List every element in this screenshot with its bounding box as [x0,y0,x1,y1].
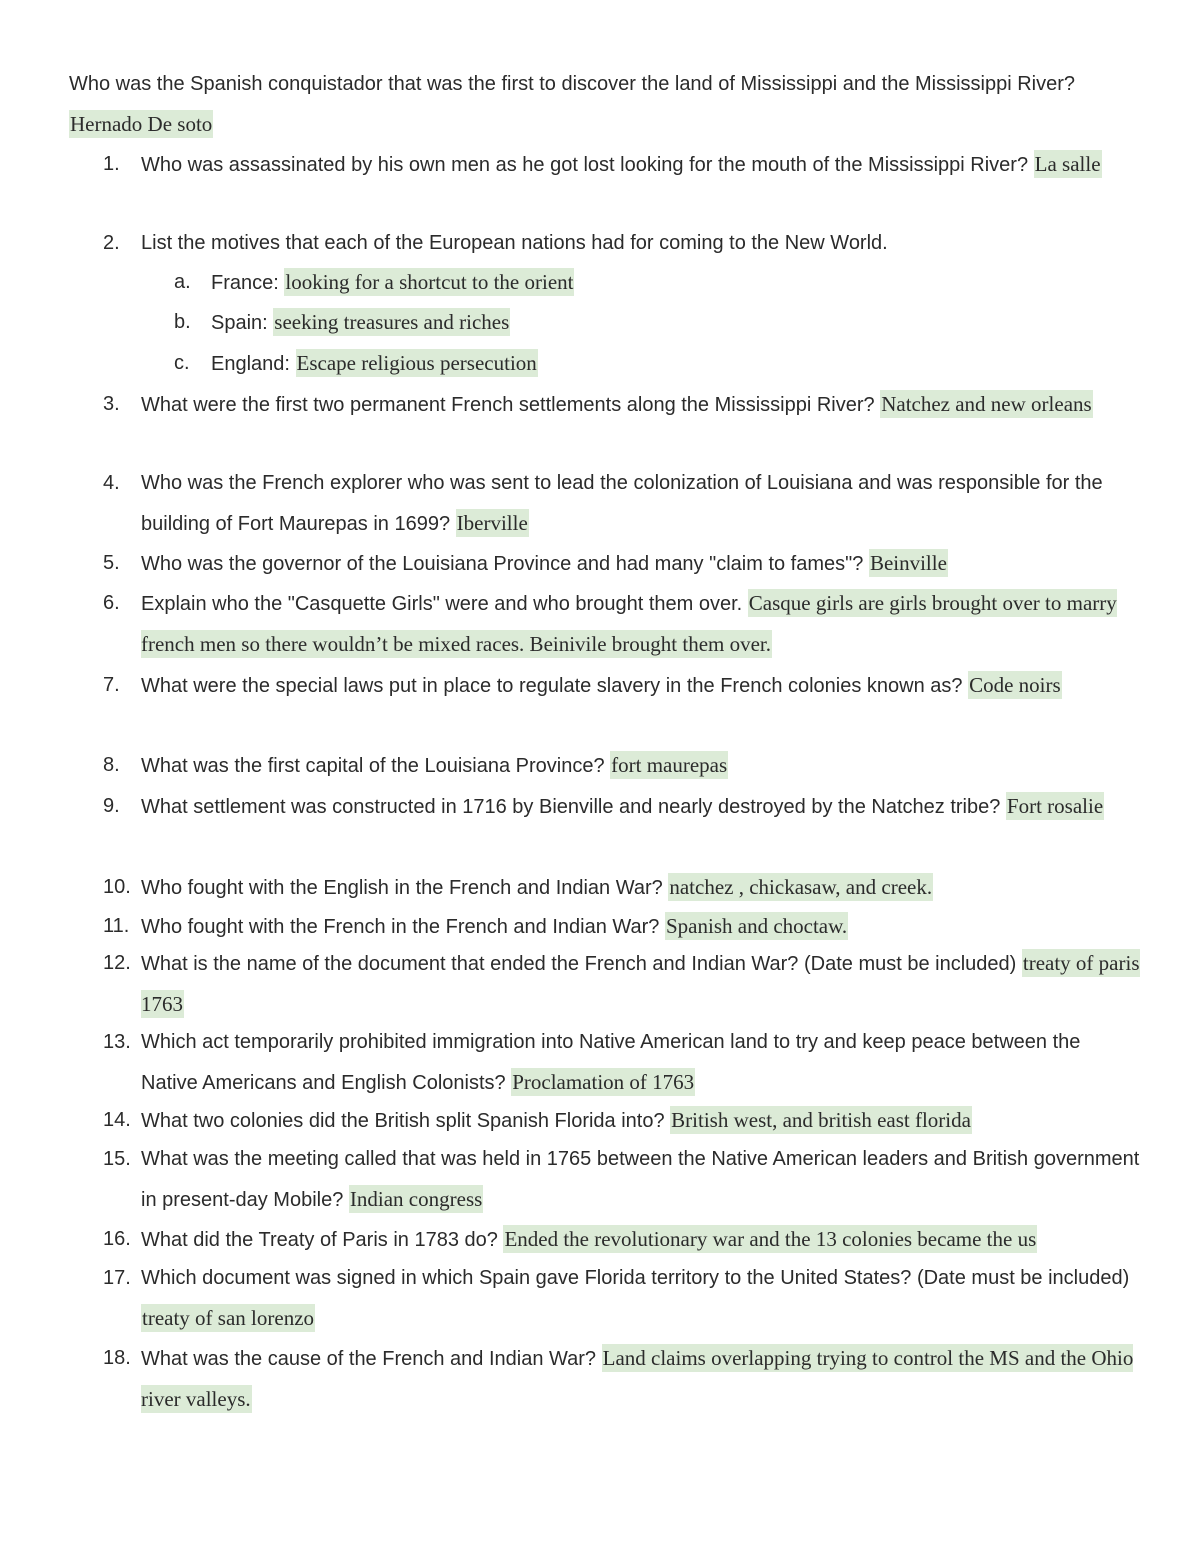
answer-text: Casque girls are girls brought over to marry french men so there wouldn’t be mixed races. Beinivile brought them over. [141,591,1117,656]
answer-text: Land claims overlapping trying to control the MS and the Ohio river valleys. [141,1346,1134,1411]
question-text: Who fought with the French in the French and Indian War? [141,916,660,938]
question-text: What did the Treaty of Paris in 1783 do? [141,1229,498,1251]
answer-text: Fort rosalie [1006,794,1104,818]
item-number: 6. [103,592,120,614]
item-number: 4. [103,472,120,494]
nation-label: England: [211,353,290,375]
list-item [141,463,1141,544]
item-number: 18. [103,1347,131,1369]
list-item [141,1100,1141,1141]
item-number: 11. [103,915,130,937]
list-item [141,1258,1141,1339]
answer-text: British west, and british east florida [671,1108,971,1132]
answer-text: fort maurepas [611,753,728,777]
list-item [141,943,1141,1025]
question-text: What is the name of the document that ended the French and Indian War? (Date must be included) [141,953,1017,975]
question-text: List the motives that each of the European nations had for coming to the New World. [141,232,888,254]
intro-answer: Hernado De soto [70,112,213,136]
sub-item-letter: a. [174,271,191,293]
answer-text: looking for a shortcut to the orient [285,270,574,294]
question-text: Who was assassinated by his own men as he got lost looking for the mouth of the Mississippi River? [141,154,1029,176]
list-item [141,144,1141,185]
answer-text: Beinville [869,551,947,575]
list-item [141,906,1141,947]
item-number: 2. [103,232,120,254]
answer-text: Iberville [456,511,528,535]
list-item [141,1338,1141,1420]
item-number: 5. [103,552,120,574]
answer-text: Indian congress [349,1187,483,1211]
sub-item-letter: b. [174,311,191,333]
list-item [141,745,1141,786]
sub-item [211,302,1111,343]
question-text: Who was the governor of the Louisiana Province and had many "claim to fames"? [141,553,864,575]
question-text: What was the meeting called that was held in 1765 between the Native American leaders and British government in present-day Mobile? [141,1148,1140,1211]
answer-text: Proclamation of 1763 [512,1070,695,1094]
item-number: 8. [103,754,120,776]
question-text: What were the special laws put in place to regulate slavery in the French colonies known as? [141,675,963,697]
answer-text: Natchez and new orleans [881,392,1092,416]
question-text: Which document was signed in which Spain gave Florida territory to the United States? (Date must be included) [141,1267,1130,1289]
answer-text: Ended the revolutionary war and the 13 colonies became the us [504,1227,1037,1251]
answer-text: Code noirs [969,673,1061,697]
list-item [141,1219,1141,1260]
list-item [141,665,1141,706]
answer-text: treaty of paris 1763 [141,951,1140,1016]
answer-text: seeking treasures and riches [274,310,510,334]
sub-item-letter: c. [174,352,190,374]
list-item [141,867,1141,908]
item-number: 10. [103,876,131,898]
item-number: 9. [103,795,120,817]
list-item [141,1022,1141,1103]
answer-text: Escape religious persecution [296,351,537,375]
item-number: 3. [103,393,120,415]
item-number: 17. [103,1267,131,1289]
question-text: Explain who the "Casquette Girls" were and who brought them over. [141,593,743,615]
nation-label: Spain: [211,312,268,334]
list-item [141,583,1141,665]
item-number: 1. [103,153,120,175]
sub-item [211,262,1111,303]
question-text: What settlement was constructed in 1716 by Bienville and nearly destroyed by the Natchez tribe? [141,796,1001,818]
item-number: 12. [103,952,131,974]
sub-item [211,343,1111,384]
intro-question-text: Who was the Spanish conquistador that was the first to discover the land of Mississippi and the Mississippi River? [69,73,1076,95]
answer-text: natchez , chickasaw, and creek. [669,875,933,899]
question-text: What were the first two permanent French settlements along the Mississippi River? [141,394,875,416]
item-number: 14. [103,1109,131,1131]
intro-question [69,64,1139,145]
list-item [141,384,1141,425]
list-item [141,223,1141,263]
list-item [141,543,1141,584]
item-number: 7. [103,674,120,696]
item-number: 13. [103,1031,131,1053]
answer-text: La salle [1034,152,1101,176]
question-text: What was the cause of the French and Indian War? [141,1348,597,1370]
question-text: What was the first capital of the Louisiana Province? [141,755,605,777]
nation-label: France: [211,272,279,294]
question-text: What two colonies did the British split Spanish Florida into? [141,1110,665,1132]
item-number: 15. [103,1148,131,1170]
question-text: Which act temporarily prohibited immigration into Native American land to try and keep peace between the Native Americans and English Colonists? [141,1031,1081,1094]
question-text: Who fought with the English in the French and Indian War? [141,877,663,899]
list-item [141,1139,1141,1220]
item-number: 16. [103,1228,131,1250]
question-text: Who was the French explorer who was sent to lead the colonization of Louisiana and was responsible for the building of Fort Maurepas in 1699? [141,472,1103,535]
list-item [141,786,1141,827]
answer-text: Spanish and choctaw. [666,914,848,938]
answer-text: treaty of san lorenzo [142,1306,315,1330]
